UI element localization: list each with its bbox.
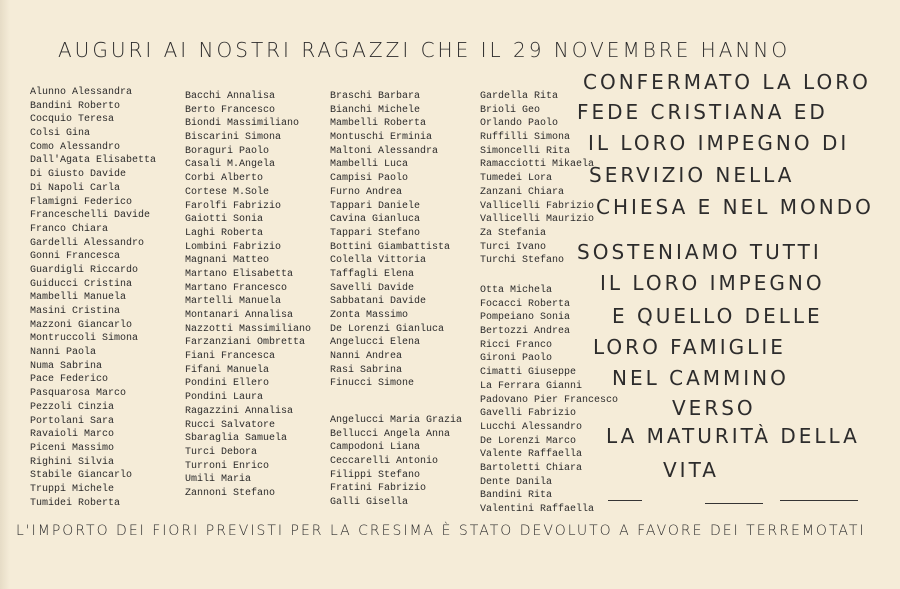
- name-entry: Savelli Davide: [330, 282, 415, 294]
- name-entry: Umili Maria: [185, 474, 252, 486]
- name-entry: Campodoni Liana: [330, 442, 421, 454]
- name-entry: Turci Ivano: [480, 241, 547, 253]
- name-entry: Pezzoli Cinzia: [30, 401, 115, 413]
- name-entry: Ragazzini Annalisa: [185, 405, 294, 417]
- name-entry: Gironi Paolo: [480, 353, 553, 365]
- name-entry: Vallicelli Maurizio: [480, 214, 595, 226]
- name-entry: De Lorenzi Gianluca: [330, 323, 445, 335]
- name-entry: Ruffilli Simona: [480, 132, 571, 144]
- name-entry: Franceschelli Davide: [30, 210, 151, 222]
- name-entry: Pondini Laura: [185, 392, 264, 404]
- name-entry: Cavina Gianluca: [330, 214, 421, 226]
- name-entry: Gardelli Alessandro: [30, 237, 145, 249]
- name-entry: Berto Francesco: [185, 104, 276, 116]
- name-entry: Truppi Michele: [30, 483, 115, 495]
- name-entry: Biondi Massimiliano: [185, 118, 300, 130]
- name-entry: Bandini Rita: [480, 490, 553, 502]
- name-entry: Lombini Fabrizio: [185, 241, 282, 253]
- name-entry: Mambelli Roberta: [330, 118, 427, 130]
- name-entry: Zannoni Stefano: [185, 487, 276, 499]
- name-entry: Ceccarelli Antonio: [330, 456, 439, 468]
- name-entry: Guiducci Cristina: [30, 278, 133, 290]
- name-entry: Ravaioli Marco: [30, 429, 115, 441]
- name-entry: Pace Federico: [30, 374, 109, 386]
- name-entry: Boraguri Paolo: [185, 145, 270, 157]
- name-entry: Bellucci Angela Anna: [330, 428, 451, 440]
- name-entry: Zonta Massimo: [330, 310, 409, 321]
- name-entry: Martano Elisabetta: [185, 268, 294, 280]
- name-entry: Za Stefania: [480, 227, 547, 239]
- name-entry: Orlando Paolo: [480, 118, 559, 130]
- name-entry: Lucchi Alessandro: [480, 421, 583, 433]
- name-entry: Pasquarosa Marco: [30, 388, 127, 400]
- name-entry: Bertozzi Andrea: [480, 326, 571, 338]
- name-entry: Bacchi Annalisa: [185, 91, 276, 102]
- names-column-3-lower: [330, 414, 462, 510]
- message-line: NEL CAMMINO: [612, 366, 789, 390]
- name-entry: Bartoletti Chiara: [480, 462, 583, 474]
- message-line: VITA: [663, 458, 719, 482]
- name-entry: La Ferrara Gianni: [480, 380, 583, 392]
- name-entry: Angelucci Elena: [330, 337, 421, 349]
- name-entry: Gonni Francesca: [30, 251, 121, 263]
- name-entry: Vallicelli Fabrizio: [480, 200, 595, 212]
- name-entry: Masini Cristina: [30, 306, 121, 317]
- name-entry: Otta Michela: [480, 285, 553, 296]
- name-entry: Biscarini Simona: [185, 132, 282, 144]
- name-entry: Cocquio Teresa: [30, 114, 115, 126]
- name-entry: Turroni Enrico: [185, 460, 270, 472]
- name-entry: Montanari Annalisa: [185, 310, 294, 321]
- name-entry: Di Napoli Carla: [30, 182, 121, 194]
- name-entry: Dall'Agata Elisabetta: [30, 155, 157, 167]
- name-entry: Tappari Daniele: [330, 200, 421, 212]
- name-entry: Nanni Andrea: [330, 351, 403, 363]
- names-column-1: [30, 86, 156, 510]
- handwritten-underline: [705, 503, 763, 504]
- name-entry: Fifani Manuela: [185, 364, 270, 376]
- message-line: IL LORO IMPEGNO DI: [588, 131, 850, 155]
- name-entry: Casali M.Angela: [185, 159, 276, 171]
- name-entry: Tumedei Lora: [480, 173, 553, 185]
- message-line: LA MATURITÀ DELLA: [606, 424, 860, 448]
- name-entry: Cimatti Giuseppe: [480, 367, 577, 379]
- name-entry: Piceni Massimo: [30, 442, 115, 454]
- name-entry: Tappari Stefano: [330, 227, 421, 239]
- name-entry: Ramacciotti Mikaela: [480, 159, 595, 171]
- name-entry: Portolani Sara: [30, 415, 115, 427]
- name-entry: Franco Chiara: [30, 223, 109, 235]
- names-column-3: [330, 90, 450, 391]
- name-entry: Alunno Alessandra: [30, 87, 133, 98]
- name-entry: Guardigli Riccardo: [30, 264, 139, 276]
- message-line: FEDE CRISTIANA ED: [577, 100, 828, 124]
- name-entry: Colsi Gina: [30, 128, 91, 140]
- name-entry: Pondini Ellero: [185, 378, 270, 390]
- name-entry: Angelucci Maria Grazia: [330, 415, 463, 426]
- name-entry: Filippi Stefano: [330, 469, 421, 481]
- name-entry: Zanzani Chiara: [480, 186, 565, 198]
- message-line: SERVIZIO NELLA: [589, 163, 795, 187]
- handwritten-heading: AUGURI AI NOSTRI RAGAZZI CHE IL 29 NOVEMBRE HANNO: [58, 38, 791, 62]
- name-entry: Gavelli Fabrizio: [480, 408, 577, 420]
- name-entry: Padovano Pier Francesco: [480, 394, 619, 406]
- message-line: CHIESA E NEL MONDO: [596, 195, 874, 219]
- name-entry: Gaiotti Sonia: [185, 214, 264, 226]
- name-entry: Valentini Raffaella: [480, 504, 595, 515]
- name-entry: Gardella Rita: [480, 91, 559, 102]
- name-entry: Montuschi Erminia: [330, 132, 433, 144]
- name-entry: Flamigni Federico: [30, 196, 133, 208]
- name-entry: De Lorenzi Marco: [480, 435, 577, 447]
- name-entry: Laghi Roberta: [185, 227, 264, 239]
- name-entry: Sabbatani Davide: [330, 296, 427, 308]
- name-entry: Farzanziani Ombretta: [185, 337, 306, 349]
- name-entry: Rasi Sabrina: [330, 364, 403, 376]
- name-entry: Tumidei Roberta: [30, 497, 121, 509]
- name-entry: Finucci Simone: [330, 378, 415, 390]
- name-entry: Sbaraglia Samuela: [185, 433, 288, 445]
- name-entry: Bottini Giambattista: [330, 241, 451, 253]
- name-entry: Stabile Giancarlo: [30, 470, 133, 482]
- name-entry: Montruccoli Simona: [30, 333, 139, 345]
- name-entry: Righini Silvia: [30, 456, 115, 468]
- name-entry: Furno Andrea: [330, 186, 403, 198]
- name-entry: Bandini Roberto: [30, 100, 121, 112]
- page-fold-shadow: [0, 0, 10, 589]
- name-entry: Taffagli Elena: [330, 268, 415, 280]
- name-entry: Dente Danila: [480, 476, 553, 488]
- name-entry: Bianchi Michele: [330, 104, 421, 116]
- name-entry: Colella Vittoria: [330, 255, 427, 267]
- name-entry: Galli Gisella: [330, 497, 409, 509]
- name-entry: Rucci Salvatore: [185, 419, 276, 431]
- name-entry: Ricci Franco: [480, 339, 553, 351]
- handwritten-footer: L'IMPORTO DEI FIORI PREVISTI PER LA CRESIMA È STATO DEVOLUTO A FAVORE DEI TERREMOTATI: [16, 523, 866, 539]
- names-column-2: [185, 90, 311, 501]
- message-line: IL LORO IMPEGNO: [600, 271, 825, 295]
- name-entry: Brioli Geo: [480, 104, 541, 116]
- message-line: SOSTENIAMO TUTTI: [577, 240, 822, 264]
- name-entry: Magnani Matteo: [185, 255, 270, 267]
- message-line: LORO FAMIGLIE: [593, 335, 786, 359]
- names-column-4-lower: [480, 284, 618, 517]
- name-entry: Numa Sabrina: [30, 360, 103, 372]
- name-entry: Maltoni Alessandra: [330, 145, 439, 157]
- name-entry: Turchi Stefano: [480, 255, 565, 267]
- name-entry: Valente Raffaella: [480, 449, 583, 461]
- name-entry: Martelli Manuela: [185, 296, 282, 308]
- name-entry: Di Giusto Davide: [30, 169, 127, 181]
- message-line: VERSO: [672, 396, 756, 420]
- name-entry: Pompeiano Sonia: [480, 312, 571, 324]
- name-entry: Mambelli Manuela: [30, 292, 127, 304]
- name-entry: Fratini Fabrizio: [330, 483, 427, 495]
- name-entry: Turci Debora: [185, 446, 258, 458]
- name-entry: Simoncelli Rita: [480, 145, 571, 157]
- name-entry: Fiani Francesca: [185, 351, 276, 363]
- name-entry: Nazzotti Massimiliano: [185, 323, 312, 335]
- name-entry: Farolfi Fabrizio: [185, 200, 282, 212]
- name-entry: Mazzoni Giancarlo: [30, 319, 133, 331]
- name-entry: Nanni Paola: [30, 347, 97, 359]
- handwritten-underline: [780, 500, 858, 501]
- name-entry: Como Alessandro: [30, 141, 121, 153]
- name-entry: Cortese M.Sole: [185, 186, 270, 198]
- handwritten-underline: [608, 500, 642, 501]
- message-line: CONFERMATO LA LORO: [583, 70, 871, 94]
- message-line: E QUELLO DELLE: [612, 304, 823, 328]
- name-entry: Mambelli Luca: [330, 159, 409, 171]
- name-entry: Corbi Alberto: [185, 173, 264, 185]
- name-entry: Martano Francesco: [185, 282, 288, 294]
- name-entry: Braschi Barbara: [330, 91, 421, 102]
- name-entry: Campisi Paolo: [330, 173, 409, 185]
- name-entry: Focacci Roberta: [480, 298, 571, 310]
